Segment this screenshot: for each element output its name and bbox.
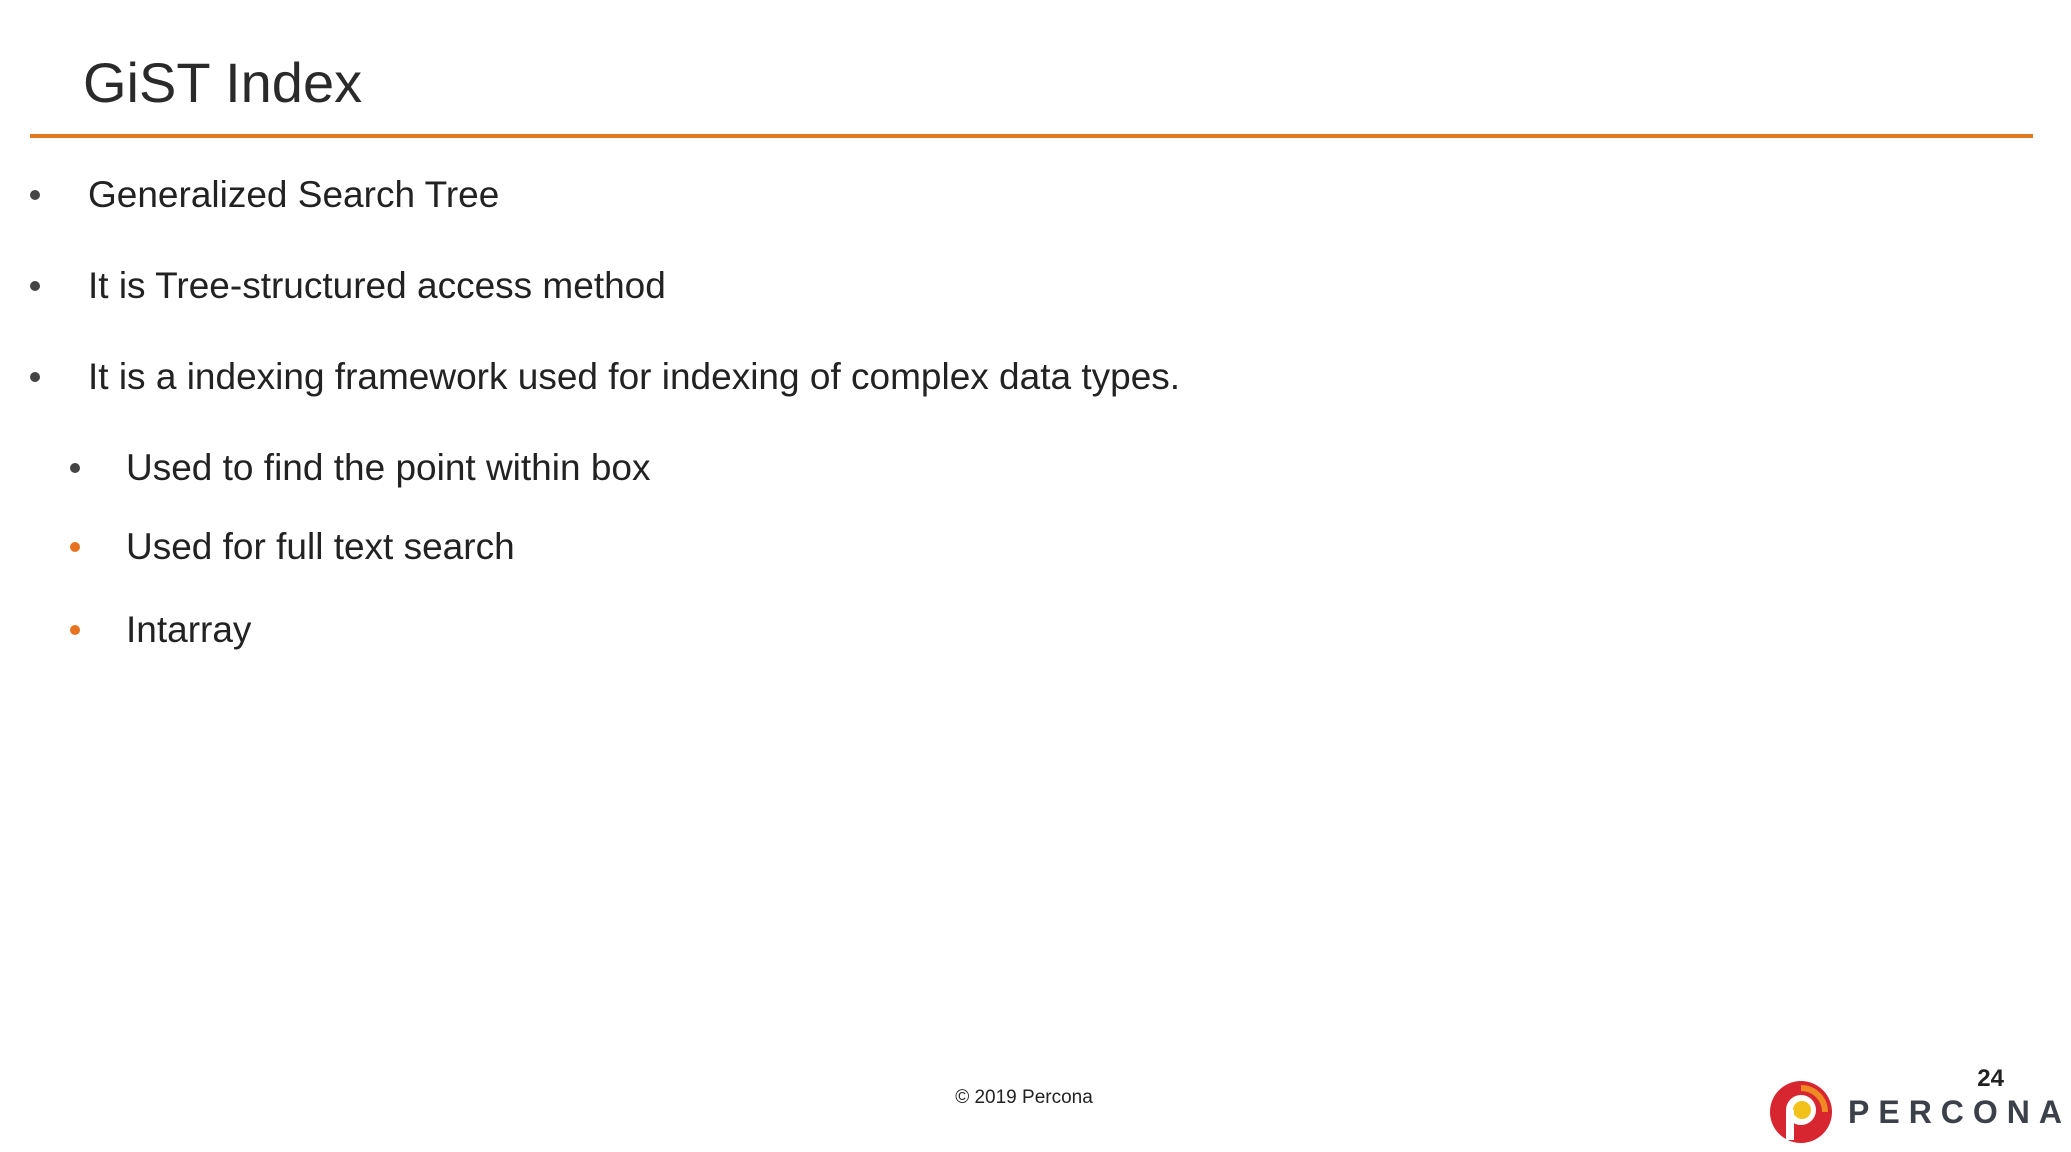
bullet-text: Used for full text search xyxy=(126,526,515,567)
bullet-item-4 xyxy=(70,446,651,490)
slide-title: GiST Index xyxy=(83,51,363,114)
bullet-dot-icon xyxy=(70,463,80,473)
bullet-dot-icon xyxy=(30,190,40,200)
percona-logo xyxy=(1768,1079,2071,1145)
bullet-text: It is Tree-structured access method xyxy=(88,265,666,306)
bullet-item-5 xyxy=(70,525,515,569)
bullet-dot-icon xyxy=(30,281,40,291)
bullet-item-2 xyxy=(30,264,666,308)
logo-wordmark: PERCONA xyxy=(1848,1093,2071,1130)
bullet-text: Used to find the point within box xyxy=(126,447,651,488)
bullet-text: Generalized Search Tree xyxy=(88,174,500,215)
page-number: 24 xyxy=(1977,1065,2004,1092)
bullet-text: Intarray xyxy=(126,609,252,650)
bullet-item-6 xyxy=(70,608,251,652)
bullet-dot-icon xyxy=(70,625,80,635)
bullet-dot-icon xyxy=(30,372,40,382)
bullet-item-3 xyxy=(30,355,1180,399)
footer-copyright: © 2019 Percona xyxy=(955,1087,1093,1108)
bullet-dot-icon xyxy=(70,542,80,552)
percona-logo-icon xyxy=(1768,1079,1834,1145)
bullet-text: It is a indexing framework used for indexing of complex data types. xyxy=(88,356,1181,397)
bullet-item-1 xyxy=(30,173,499,217)
